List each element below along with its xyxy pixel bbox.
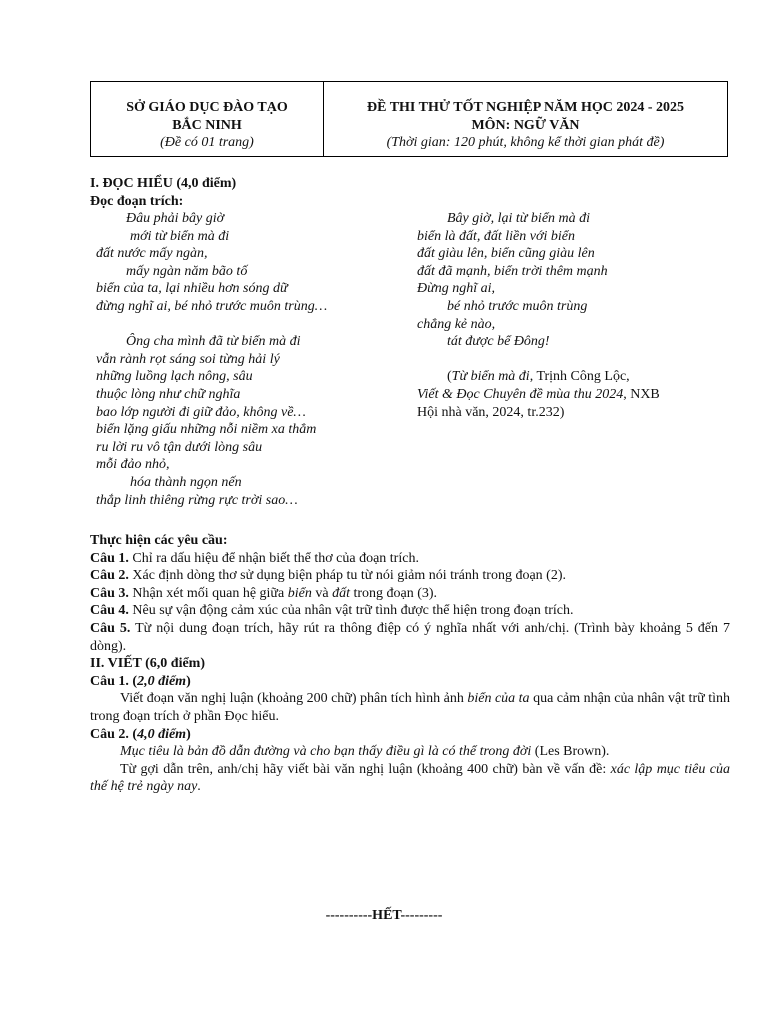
writing-question-2-quote: Mục tiêu là bản đồ dẫn đường và cho bạn thấy điều gì là có thể trong đời (Les Brown).	[120, 744, 610, 760]
poem-line: mấy ngàn năm bão tố	[126, 263, 248, 279]
writing-question-2-text: Từ gợi dẫn trên, anh/chị hãy viết bài văn nghị luận (khoảng 400 chữ) bàn về vấn đề: xác lập mục tiêu của thế hệ trẻ ngày nay.	[90, 761, 730, 795]
time-note: (Thời gian: 120 phút, không kể thời gian phát đề)	[386, 135, 665, 151]
poem-line: đừng nghĩ ai, bé nhỏ trước muôn trùng…	[96, 298, 328, 314]
reading-section-heading	[90, 175, 730, 210]
end-marker: ----------HẾT---------	[325, 908, 443, 923]
citation-line-2: Viết & Đọc Chuyên đề mùa thu 2024, NXB	[417, 386, 660, 402]
poem-line: đất giàu lên, biển cũng giàu lên	[417, 246, 595, 262]
exam-title: ĐỀ THI THỬ TỐT NGHIỆP NĂM HỌC 2024 - 2025	[367, 100, 684, 115]
section1-title: I. ĐỌC HIỂU (4,0 điểm)	[90, 176, 237, 191]
requirements-block	[90, 532, 730, 796]
citation-line-1: (Từ biển mà đi, Trịnh Công Lộc,	[447, 369, 630, 385]
requirements-title: Thực hiện các yêu cầu:	[90, 533, 228, 548]
page-count-note: (Đề có 01 trang)	[160, 135, 254, 151]
header-right-cell	[324, 82, 727, 156]
poem-right-column	[417, 210, 717, 421]
journal-title: Viết & Đọc Chuyên đề mùa thu 2024	[417, 386, 624, 402]
poem-left-column	[96, 210, 396, 509]
poem-line: biển là đất, đất liền với biển	[417, 228, 575, 244]
header-left-cell	[91, 82, 324, 156]
writing-question-2-label: Câu 2. (4,0 điểm)	[90, 726, 191, 742]
subject-name: MÔN: NGỮ VĂN	[471, 117, 580, 133]
poem-line: bé nhỏ trước muôn trùng	[447, 298, 588, 314]
poem-line: mới từ biển mà đi	[130, 228, 230, 244]
poem-line: Đâu phải bây giờ	[126, 211, 225, 226]
writing-question-1-text: Viết đoạn văn nghị luận (khoảng 200 chữ) phân tích hình ảnh biển của ta qua cảm nhận của nhân vật trữ tình trong đoạn trích ở phần Đọc hiểu.	[90, 691, 730, 724]
writing-question-1-label: Câu 1. (2,0 điểm)	[90, 673, 191, 689]
poem-line: biển của ta, lại nhiều hơn sóng dữ	[96, 281, 288, 297]
poem-line: tát được bể Đông!	[447, 334, 550, 350]
poem-line: bao lớp người đi giữ đảo, không về…	[96, 404, 306, 420]
question-5: Câu 5. Từ nội dung đoạn trích, hãy rút ra thông điệp có ý nghĩa nhất với anh/chị. (Trình bày khoảng 5 đến 7 dòng).	[90, 620, 730, 654]
poem-line: đất đã mạnh, biển trời thêm mạnh	[417, 263, 608, 279]
poem-line: thuộc lòng như chữ nghĩa	[96, 386, 241, 402]
citation-line-3: Hội nhà văn, 2024, tr.232)	[417, 404, 565, 420]
poem-line: thắp linh thiêng rừng rực trời sao…	[96, 492, 298, 508]
poem-line: ru lời ru vô tận dưới lòng sâu	[96, 439, 263, 455]
section2-title: II. VIẾT (6,0 điểm)	[90, 656, 206, 672]
question-4: Câu 4. Nêu sự vận động cảm xúc của nhân vật trữ tình được thể hiện trong đoạn trích.	[90, 603, 574, 619]
poem-line: hóa thành ngọn nến	[130, 474, 242, 490]
poem-line: Ông cha mình đã từ biển mà đi	[126, 334, 301, 350]
poem-title: Từ biển mà đi	[451, 369, 530, 385]
question-3: Câu 3. Nhận xét mối quan hệ giữa biển và đất trong đoạn (3).	[90, 585, 438, 601]
poem-line: Bây giờ, lại từ biển mà đi	[447, 211, 591, 226]
poem-line: biển lặng giấu những nỗi niềm xa thẳm	[96, 422, 317, 438]
question-2: Câu 2. Xác định dòng thơ sử dụng biện pháp tu từ nói giảm nói tránh trong đoạn (2).	[90, 568, 566, 584]
poem-line: Đừng nghĩ ai,	[417, 281, 496, 297]
excerpt-label: Đọc đoạn trích:	[90, 193, 184, 209]
poem-line: vẫn rành rọt sáng soi từng hải lý	[96, 351, 280, 367]
poem-line: đất nước mấy ngàn,	[96, 246, 208, 262]
department-name: SỞ GIÁO DỤC ĐÀO TẠO	[126, 100, 288, 115]
poem-line: chẳng kẻ nào,	[417, 316, 496, 332]
province-name: BẮC NINH	[172, 117, 242, 133]
poem-line: mỗi đảo nhỏ,	[96, 457, 170, 473]
poem-line: những luồng lạch nông, sâu	[96, 369, 253, 385]
question-1: Câu 1. Chỉ ra dấu hiệu để nhận biết thể thơ của đoạn trích.	[90, 550, 419, 566]
header-table	[90, 81, 728, 157]
